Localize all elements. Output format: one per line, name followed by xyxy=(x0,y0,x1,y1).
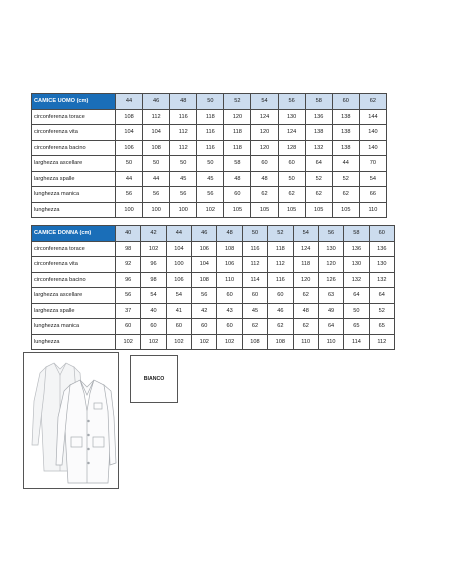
measurement-value: 116 xyxy=(197,125,224,141)
measurement-value: 63 xyxy=(318,288,343,304)
measurement-value: 112 xyxy=(242,257,267,273)
measurement-value: 50 xyxy=(344,303,369,319)
measurement-value: 54 xyxy=(359,171,386,187)
measurement-value: 128 xyxy=(278,140,305,156)
table-row xyxy=(32,202,387,218)
measurement-value: 60 xyxy=(278,156,305,172)
measurement-value: 100 xyxy=(170,202,197,218)
measurement-value: 106 xyxy=(116,140,143,156)
men-size-header: 48 xyxy=(170,94,197,110)
table-row xyxy=(32,257,395,273)
men-table-title: CAMICE UOMO (cm) xyxy=(32,94,116,110)
measurement-value: 138 xyxy=(332,125,359,141)
women-size-table xyxy=(31,225,395,350)
measurement-value: 124 xyxy=(251,109,278,125)
measurement-value: 108 xyxy=(242,334,267,350)
measurement-value: 114 xyxy=(344,334,369,350)
measurement-value: 110 xyxy=(359,202,386,218)
measurement-value: 140 xyxy=(359,125,386,141)
measurement-value: 120 xyxy=(224,109,251,125)
women-header-row xyxy=(32,226,395,242)
measurement-value: 124 xyxy=(293,241,318,257)
measurement-label: circonferenza bacino xyxy=(32,140,116,156)
table-row xyxy=(32,187,387,203)
measurement-label: larghezza ascellare xyxy=(32,288,116,304)
measurement-value: 140 xyxy=(359,140,386,156)
measurement-value: 62 xyxy=(268,319,293,335)
measurement-label: circonferenza bacino xyxy=(32,272,116,288)
measurement-value: 65 xyxy=(369,319,394,335)
measurement-value: 48 xyxy=(224,171,251,187)
measurement-value: 40 xyxy=(141,303,166,319)
measurement-value: 50 xyxy=(116,156,143,172)
measurement-value: 120 xyxy=(251,125,278,141)
measurement-label: circonferenza vita xyxy=(32,125,116,141)
measurement-value: 60 xyxy=(141,319,166,335)
measurement-value: 62 xyxy=(242,319,267,335)
measurement-value: 132 xyxy=(305,140,332,156)
measurement-label: larghezza spalle xyxy=(32,303,116,319)
measurement-value: 62 xyxy=(278,187,305,203)
measurement-value: 108 xyxy=(268,334,293,350)
measurement-value: 144 xyxy=(359,109,386,125)
measurement-value: 118 xyxy=(197,109,224,125)
measurement-value: 105 xyxy=(251,202,278,218)
measurement-value: 60 xyxy=(116,319,141,335)
measurement-value: 64 xyxy=(318,319,343,335)
measurement-value: 132 xyxy=(369,272,394,288)
measurement-value: 102 xyxy=(192,334,217,350)
measurement-value: 56 xyxy=(197,187,224,203)
measurement-value: 54 xyxy=(141,288,166,304)
table-row xyxy=(32,241,395,257)
measurement-value: 112 xyxy=(143,109,170,125)
measurement-value: 104 xyxy=(143,125,170,141)
measurement-value: 50 xyxy=(278,171,305,187)
measurement-value: 136 xyxy=(369,241,394,257)
measurement-value: 48 xyxy=(293,303,318,319)
measurement-value: 44 xyxy=(143,171,170,187)
measurement-label: lunghezza xyxy=(32,202,116,218)
table-row xyxy=(32,140,387,156)
men-size-header: 52 xyxy=(224,94,251,110)
measurement-value: 45 xyxy=(170,171,197,187)
measurement-value: 100 xyxy=(143,202,170,218)
measurement-value: 54 xyxy=(166,288,191,304)
table-row xyxy=(32,303,395,319)
women-size-header: 42 xyxy=(141,226,166,242)
lab-coats-image xyxy=(24,353,118,488)
measurement-value: 130 xyxy=(318,241,343,257)
measurement-value: 138 xyxy=(332,140,359,156)
measurement-value: 102 xyxy=(217,334,242,350)
measurement-value: 110 xyxy=(293,334,318,350)
women-size-header: 58 xyxy=(344,226,369,242)
measurement-value: 136 xyxy=(305,109,332,125)
men-header-row xyxy=(32,94,387,110)
measurement-value: 52 xyxy=(332,171,359,187)
measurement-value: 62 xyxy=(251,187,278,203)
measurement-value: 56 xyxy=(192,288,217,304)
measurement-value: 118 xyxy=(268,241,293,257)
men-size-header: 62 xyxy=(359,94,386,110)
measurement-value: 106 xyxy=(217,257,242,273)
measurement-value: 110 xyxy=(217,272,242,288)
women-size-header: 52 xyxy=(268,226,293,242)
measurement-label: circonferenza torace xyxy=(32,109,116,125)
table-row xyxy=(32,319,395,335)
measurement-value: 102 xyxy=(141,241,166,257)
measurement-value: 60 xyxy=(192,319,217,335)
measurement-value: 110 xyxy=(318,334,343,350)
measurement-value: 100 xyxy=(116,202,143,218)
measurement-value: 62 xyxy=(293,319,318,335)
measurement-value: 60 xyxy=(224,187,251,203)
women-size-header: 54 xyxy=(293,226,318,242)
measurement-value: 65 xyxy=(344,319,369,335)
measurement-value: 132 xyxy=(344,272,369,288)
color-swatch-label: BIANCO xyxy=(143,376,165,382)
measurement-value: 45 xyxy=(197,171,224,187)
measurement-value: 102 xyxy=(166,334,191,350)
measurement-value: 58 xyxy=(224,156,251,172)
measurement-value: 49 xyxy=(318,303,343,319)
measurement-value: 108 xyxy=(192,272,217,288)
table-row xyxy=(32,334,395,350)
measurement-value: 138 xyxy=(305,125,332,141)
measurement-value: 56 xyxy=(116,288,141,304)
measurement-value: 60 xyxy=(268,288,293,304)
measurement-value: 130 xyxy=(344,257,369,273)
men-size-header: 58 xyxy=(305,94,332,110)
measurement-value: 105 xyxy=(278,202,305,218)
measurement-value: 62 xyxy=(332,187,359,203)
measurement-value: 98 xyxy=(141,272,166,288)
measurement-value: 124 xyxy=(278,125,305,141)
men-size-header: 60 xyxy=(332,94,359,110)
measurement-value: 136 xyxy=(344,241,369,257)
measurement-value: 118 xyxy=(293,257,318,273)
measurement-label: circonferenza torace xyxy=(32,241,116,257)
women-size-header: 60 xyxy=(369,226,394,242)
measurement-value: 108 xyxy=(217,241,242,257)
measurement-value: 70 xyxy=(359,156,386,172)
measurement-label: lunghezza manica xyxy=(32,319,116,335)
table-row xyxy=(32,272,395,288)
measurement-value: 98 xyxy=(116,241,141,257)
measurement-value: 120 xyxy=(251,140,278,156)
measurement-value: 105 xyxy=(224,202,251,218)
measurement-label: circonferenza vita xyxy=(32,257,116,273)
men-size-header: 50 xyxy=(197,94,224,110)
measurement-value: 43 xyxy=(217,303,242,319)
measurement-value: 120 xyxy=(293,272,318,288)
measurement-value: 60 xyxy=(217,319,242,335)
measurement-value: 41 xyxy=(166,303,191,319)
measurement-value: 102 xyxy=(197,202,224,218)
measurement-value: 96 xyxy=(141,257,166,273)
measurement-value: 96 xyxy=(116,272,141,288)
men-size-header: 46 xyxy=(143,94,170,110)
measurement-value: 118 xyxy=(224,140,251,156)
measurement-value: 108 xyxy=(143,140,170,156)
measurement-value: 106 xyxy=(166,272,191,288)
measurement-value: 102 xyxy=(141,334,166,350)
measurement-value: 56 xyxy=(116,187,143,203)
measurement-value: 112 xyxy=(268,257,293,273)
measurement-value: 48 xyxy=(251,171,278,187)
women-size-header: 44 xyxy=(166,226,191,242)
measurement-value: 46 xyxy=(268,303,293,319)
measurement-value: 45 xyxy=(242,303,267,319)
color-swatch xyxy=(130,355,178,403)
measurement-value: 92 xyxy=(116,257,141,273)
measurement-value: 104 xyxy=(116,125,143,141)
measurement-value: 62 xyxy=(293,288,318,304)
measurement-value: 130 xyxy=(278,109,305,125)
measurement-value: 64 xyxy=(369,288,394,304)
measurement-value: 104 xyxy=(166,241,191,257)
men-size-header: 56 xyxy=(278,94,305,110)
measurement-value: 62 xyxy=(305,187,332,203)
measurement-value: 50 xyxy=(197,156,224,172)
women-table-title: CAMICE DONNA (cm) xyxy=(32,226,116,242)
measurement-value: 44 xyxy=(116,171,143,187)
measurement-label: larghezza spalle xyxy=(32,171,116,187)
measurement-value: 37 xyxy=(116,303,141,319)
men-size-table xyxy=(31,93,387,218)
measurement-label: larghezza ascellare xyxy=(32,156,116,172)
table-row xyxy=(32,125,387,141)
measurement-value: 108 xyxy=(116,109,143,125)
women-size-header: 50 xyxy=(242,226,267,242)
measurement-value: 56 xyxy=(170,187,197,203)
measurement-value: 130 xyxy=(369,257,394,273)
measurement-value: 64 xyxy=(305,156,332,172)
measurement-value: 56 xyxy=(143,187,170,203)
women-size-header: 48 xyxy=(217,226,242,242)
measurement-value: 100 xyxy=(166,257,191,273)
women-size-header: 46 xyxy=(192,226,217,242)
table-row xyxy=(32,171,387,187)
women-size-header: 56 xyxy=(318,226,343,242)
measurement-value: 114 xyxy=(242,272,267,288)
measurement-value: 138 xyxy=(332,109,359,125)
measurement-value: 112 xyxy=(170,140,197,156)
measurement-value: 105 xyxy=(332,202,359,218)
women-size-header: 40 xyxy=(116,226,141,242)
measurement-value: 60 xyxy=(242,288,267,304)
measurement-value: 116 xyxy=(242,241,267,257)
measurement-value: 104 xyxy=(192,257,217,273)
measurement-label: lunghezza manica xyxy=(32,187,116,203)
table-row xyxy=(32,109,387,125)
measurement-value: 116 xyxy=(170,109,197,125)
measurement-value: 112 xyxy=(170,125,197,141)
measurement-value: 42 xyxy=(192,303,217,319)
measurement-value: 44 xyxy=(332,156,359,172)
measurement-value: 118 xyxy=(224,125,251,141)
product-photo xyxy=(23,352,119,489)
measurement-value: 120 xyxy=(318,257,343,273)
measurement-value: 116 xyxy=(197,140,224,156)
measurement-value: 50 xyxy=(143,156,170,172)
measurement-value: 50 xyxy=(170,156,197,172)
measurement-value: 116 xyxy=(268,272,293,288)
measurement-value: 52 xyxy=(369,303,394,319)
measurement-value: 102 xyxy=(116,334,141,350)
measurement-value: 60 xyxy=(217,288,242,304)
measurement-value: 126 xyxy=(318,272,343,288)
measurement-value: 66 xyxy=(359,187,386,203)
measurement-value: 106 xyxy=(192,241,217,257)
men-size-header: 44 xyxy=(116,94,143,110)
table-row xyxy=(32,288,395,304)
table-row xyxy=(32,156,387,172)
measurement-value: 105 xyxy=(305,202,332,218)
measurement-value: 112 xyxy=(369,334,394,350)
measurement-value: 52 xyxy=(305,171,332,187)
measurement-label: lunghezza xyxy=(32,334,116,350)
measurement-value: 60 xyxy=(166,319,191,335)
measurement-value: 60 xyxy=(251,156,278,172)
measurement-value: 64 xyxy=(344,288,369,304)
men-size-header: 54 xyxy=(251,94,278,110)
